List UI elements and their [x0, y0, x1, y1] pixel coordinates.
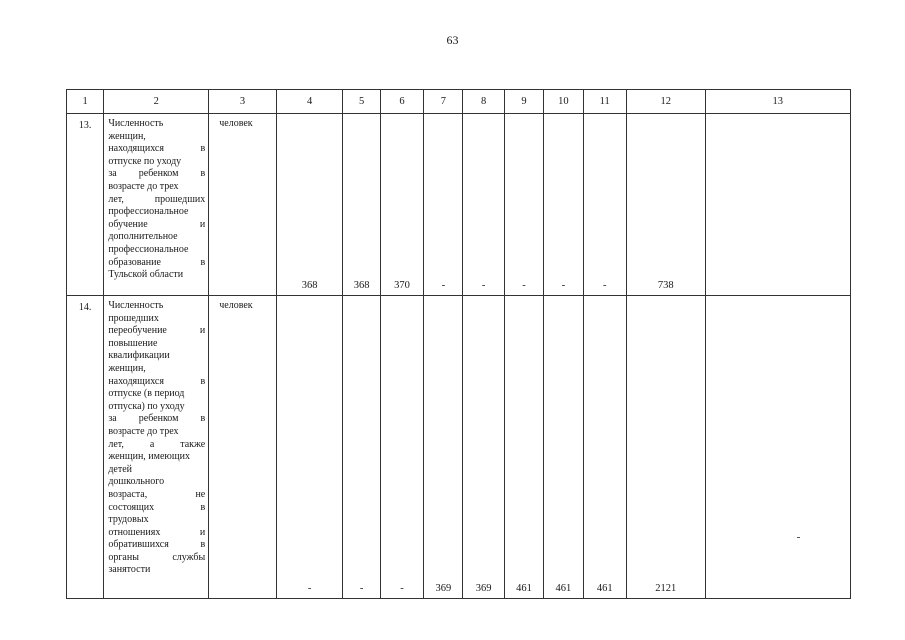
description-word: и	[199, 218, 206, 230]
description-word: возрасте до трех	[108, 180, 179, 192]
description-word: возраста,	[108, 488, 148, 500]
description-word: Тульской области	[108, 269, 184, 281]
description-word: образование	[108, 256, 161, 268]
description-line	[108, 269, 205, 282]
description-word: обучение	[108, 218, 148, 230]
row-unit: человек	[209, 296, 277, 599]
value-cell: -	[583, 114, 626, 296]
description-line	[108, 502, 205, 515]
description-line	[108, 350, 205, 363]
description-word: отпуске (в период	[108, 388, 185, 400]
description-word: прошедших	[154, 193, 206, 205]
description-word: занятости	[108, 564, 151, 576]
value-cell: 368	[343, 114, 380, 296]
header-cell-4: 4	[276, 90, 343, 114]
description-line	[108, 325, 205, 338]
header-cell-13: 13	[705, 90, 850, 114]
value-cell: 461	[583, 296, 626, 599]
header-cell-6: 6	[380, 90, 423, 114]
header-cell-10: 10	[544, 90, 583, 114]
header-cell-5: 5	[343, 90, 380, 114]
description-word: в	[200, 143, 206, 155]
description-word: дошкольного	[108, 476, 165, 488]
description-word: повышение	[108, 337, 158, 349]
description-line	[108, 181, 205, 194]
description-word: профессиональное	[108, 206, 189, 218]
description-line	[108, 489, 205, 502]
page-number: 63	[446, 33, 459, 47]
description-line	[108, 194, 205, 207]
description-word: и	[199, 526, 206, 538]
description-word: возрасте до трех	[108, 425, 179, 437]
description-line	[108, 476, 205, 489]
description-word: состоящих	[108, 501, 155, 513]
description-word: находящихся	[108, 143, 164, 155]
row-description	[104, 114, 209, 296]
value-cell: 2121	[626, 296, 705, 599]
description-line	[108, 143, 205, 156]
description-line	[108, 338, 205, 351]
value-cell	[705, 296, 850, 599]
description-line	[108, 388, 205, 401]
header-cell-3: 3	[209, 90, 277, 114]
description-line	[108, 206, 205, 219]
header-cell-7: 7	[424, 90, 463, 114]
header-cell-9: 9	[504, 90, 543, 114]
row-unit: человек	[209, 114, 277, 296]
description-word: службы	[172, 551, 206, 563]
data-table	[66, 89, 851, 599]
description-line	[108, 313, 205, 326]
value-cell: 461	[544, 296, 583, 599]
description-word: трудовых	[108, 514, 149, 526]
description-word: лет,	[108, 193, 124, 205]
header-cell-1: 1	[67, 90, 104, 114]
description-line	[108, 426, 205, 439]
description-word: находящихся	[108, 375, 164, 387]
description-line	[108, 464, 205, 477]
header-cell-12: 12	[626, 90, 705, 114]
description-line	[108, 131, 205, 144]
description-word: за	[108, 168, 117, 180]
description-word: женщин, имеющих	[108, 451, 190, 463]
value-cell: -	[544, 114, 583, 296]
description-word: детей	[108, 463, 133, 475]
value-cell: 461	[504, 296, 543, 599]
description-word: женщин,	[108, 362, 146, 374]
description-word: в	[200, 413, 206, 425]
value-cell: 369	[463, 296, 504, 599]
value-cell: -	[380, 296, 423, 599]
description-line	[108, 401, 205, 414]
header-cell-2: 2	[104, 90, 209, 114]
row-number: 13.	[67, 114, 104, 296]
description-word: профессиональное	[108, 243, 189, 255]
description-line	[108, 244, 205, 257]
description-line	[108, 168, 205, 181]
row-description	[104, 296, 209, 599]
description-line	[108, 527, 205, 540]
description-line	[108, 552, 205, 565]
value-cell: 369	[424, 296, 463, 599]
description-word: не	[195, 488, 206, 500]
value-cell: 370	[380, 114, 423, 296]
description-word: органы	[108, 551, 139, 563]
value-cell: 368	[276, 114, 343, 296]
description-word: квалификации	[108, 350, 170, 362]
description-line	[108, 376, 205, 389]
description-line	[108, 439, 205, 452]
description-line	[108, 118, 205, 131]
value-cell	[705, 114, 850, 296]
description-word: дополнительное	[108, 231, 178, 243]
value-cell: -	[424, 114, 463, 296]
description-line	[108, 514, 205, 527]
description-word: переобучение	[108, 325, 167, 337]
description-line	[108, 300, 205, 313]
description-word: также	[180, 438, 206, 450]
description-word: в	[200, 539, 206, 551]
description-word: отпуске по уходу	[108, 155, 182, 167]
description-word: лет,	[108, 438, 124, 450]
value-cell: -	[504, 114, 543, 296]
description-word: а	[149, 438, 155, 450]
value-cell: 738	[626, 114, 705, 296]
description-word: Численность	[108, 300, 164, 311]
description-word: обратившихся	[108, 539, 169, 551]
description-line	[108, 219, 205, 232]
description-line	[108, 539, 205, 552]
description-line	[108, 451, 205, 464]
table-row-13	[67, 114, 851, 296]
description-word: женщин,	[108, 130, 146, 142]
description-word: отношениях	[108, 526, 161, 538]
description-word: в	[200, 375, 206, 387]
description-word: и	[199, 325, 206, 337]
description-word: в	[200, 168, 206, 180]
value-cell: -	[343, 296, 380, 599]
value-cell: -	[276, 296, 343, 599]
description-word: отпуска) по уходу	[108, 400, 185, 412]
description-line	[108, 413, 205, 426]
description-word: ребенком	[138, 168, 179, 180]
value-cell: -	[463, 114, 504, 296]
description-line	[108, 231, 205, 244]
description-word: Численность	[108, 118, 164, 129]
table-row-14	[67, 296, 851, 599]
description-word: за	[108, 413, 117, 425]
description-word: прошедших	[108, 312, 159, 324]
description-line	[108, 156, 205, 169]
description-word: в	[200, 256, 206, 268]
header-row	[67, 90, 851, 114]
scan-speck	[797, 537, 800, 538]
header-cell-8: 8	[463, 90, 504, 114]
description-line	[108, 257, 205, 270]
description-line	[108, 363, 205, 376]
description-word: в	[200, 501, 206, 513]
row-number: 14.	[67, 296, 104, 599]
header-cell-11: 11	[583, 90, 626, 114]
description-line	[108, 564, 205, 577]
description-word: ребенком	[138, 413, 179, 425]
